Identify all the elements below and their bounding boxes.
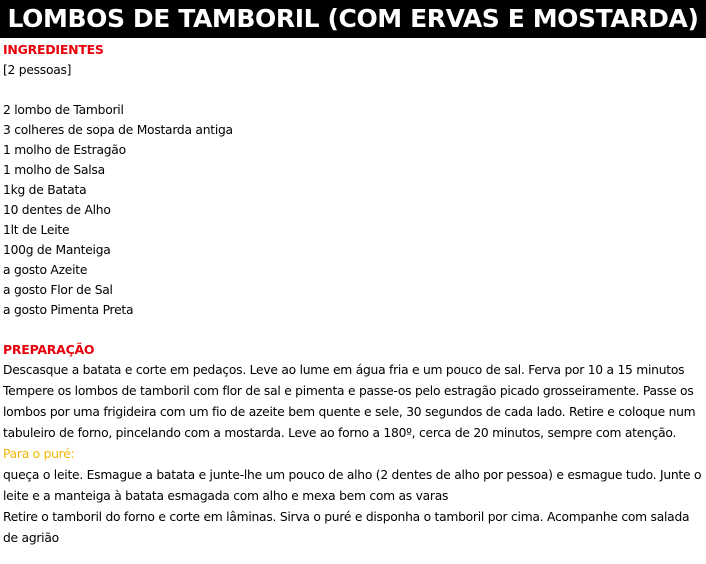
spacer (3, 320, 703, 340)
servings: [2 pessoas] (3, 63, 72, 77)
ingredient-item: a gosto Pimenta Preta (3, 303, 134, 317)
preparation-step: Descasque a batata e corte em pedaços. Leve ao lume em água fria e um pouco de sal. Ferva por 10 a 15 minutos (3, 363, 685, 377)
preparation-step: Tempere os lombos de tamboril com flor de sal e pimenta e passe-os pelo estragão picado grosseiramente. Passe os lombos por uma frigideira com um fio de azeite bem quente e sele, 30 segundos de cada lado. Retire e coloque num tabuleiro de forno, pincelando com a mostarda. Leve ao forno a 180º, cerca de 20 minutos, sempre com atenção. (3, 384, 696, 440)
ingredient-item: a gosto Flor de Sal (3, 283, 113, 297)
preparation-heading: PREPARAÇÃO (3, 342, 95, 357)
preparation-step: queça o leite. Esmague a batata e junte-lhe um pouco de alho (2 dentes de alho por pessoa) e esmague tudo. Junte o leite e a manteiga à batata esmagada com alho e mexa bem com as varas (3, 468, 702, 503)
puree-heading: Para o puré: (3, 447, 75, 461)
ingredient-item: 2 lombo de Tamboril (3, 103, 124, 117)
ingredient-item: a gosto Azeite (3, 263, 88, 277)
ingredient-item: 1lt de Leite (3, 223, 70, 237)
spacer (3, 80, 703, 100)
recipe-title: LOMBOS DE TAMBORIL (COM ERVAS E MOSTARDA) (0, 0, 706, 38)
ingredient-item: 1 molho de Salsa (3, 163, 105, 177)
ingredient-item: 100g de Manteiga (3, 243, 111, 257)
ingredient-item: 3 colheres de sopa de Mostarda antiga (3, 123, 233, 137)
ingredient-item: 10 dentes de Alho (3, 203, 111, 217)
ingredient-list (3, 100, 703, 320)
ingredients-heading: INGREDIENTES (3, 42, 104, 57)
ingredient-item: 1kg de Batata (3, 183, 87, 197)
preparation-step: Retire o tamboril do forno e corte em lâminas. Sirva o puré e disponha o tamboril por cima. Acompanhe com salada de agrião (3, 510, 690, 545)
preparation-steps (3, 360, 703, 549)
ingredient-item: 1 molho de Estragão (3, 143, 126, 157)
recipe-content (3, 40, 703, 549)
